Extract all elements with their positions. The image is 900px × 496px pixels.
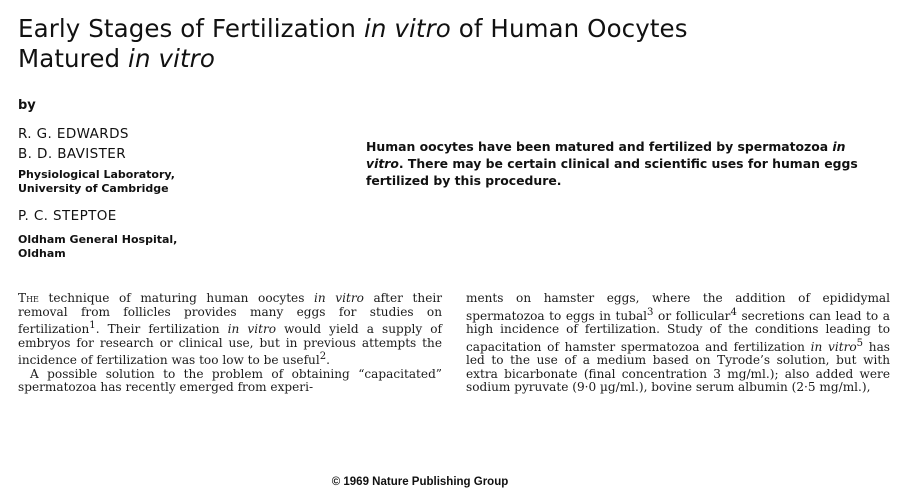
- copyright-text: © 1969 Nature Publishing Group: [331, 476, 509, 488]
- reference-mark: 4: [730, 306, 737, 318]
- body-text: has led to the use of a medium based on Tyrode’s solution, but with extra bicarbonate (final concentration 3 mg/ml.); also added were sodium pyruvate (9·0 µg/ml.), bovine serum albumin (2·5 mg/ml.),: [466, 339, 890, 395]
- paragraph-lead: The: [18, 291, 39, 305]
- body-text: . Their fertilization: [95, 322, 228, 337]
- body-text: secretions can lead to a high incidence of fertilization. Study of the conditions leading to capacitation of hamster spermatozoa and fertilization: [466, 308, 890, 354]
- body-column-left: [18, 292, 442, 395]
- affiliation-line: Oldham: [18, 247, 66, 260]
- author-affiliation: [18, 233, 177, 261]
- affiliation-line: University of Cambridge: [18, 182, 169, 195]
- title-text: of Human Oocytes: [450, 14, 688, 43]
- body-italic: in vitro: [314, 291, 364, 305]
- reference-mark: 3: [647, 306, 654, 318]
- body-paragraph: [466, 292, 890, 395]
- body-text: or follicular: [653, 308, 731, 323]
- copyright-footer: [0, 476, 900, 488]
- body-text: technique of maturing human oocytes: [38, 291, 315, 305]
- reference-mark: 5: [856, 337, 864, 349]
- title-italic: in vitro: [128, 44, 215, 73]
- abstract-text: . There may be certain clinical and scientific uses for human eggs fertilized by this procedure.: [366, 156, 858, 188]
- by-label: by: [18, 98, 36, 113]
- body-text: .: [326, 353, 330, 368]
- affiliation-line: Physiological Laboratory,: [18, 168, 175, 181]
- body-text: would yield a supply of embryos for research or clinical use, but in previous attempts the incidence of fertilization was too low to be useful: [18, 322, 443, 368]
- abstract-italic: in vitro: [366, 139, 846, 171]
- affiliation-line: Oldham General Hospital,: [18, 233, 178, 246]
- body-text: after their removal from follicles provides many eggs for studies on fertilization: [18, 291, 442, 337]
- author-affiliation: [18, 168, 175, 196]
- body-italic: in vitro: [227, 322, 277, 337]
- body-paragraph: A possible solution to the problem of obtaining “capacitated” spermatozoa has recently emerged from experi-: [18, 366, 442, 395]
- author-name: B. D. BAVISTER: [18, 146, 126, 162]
- title-text: Early Stages of Fertilization: [18, 14, 364, 43]
- author-name: P. C. STEPTOE: [18, 208, 117, 224]
- article-title: [18, 14, 878, 74]
- title-italic: in vitro: [363, 14, 451, 43]
- body-paragraph: [18, 292, 442, 368]
- title-text: Matured: [18, 44, 129, 73]
- body-text: ments on hamster eggs, where the addition of epididymal spermatozoa to eggs in tubal: [466, 291, 890, 323]
- reference-mark: 1: [89, 320, 96, 331]
- body-italic: in vitro: [810, 339, 857, 354]
- author-name: R. G. EDWARDS: [18, 126, 129, 142]
- abstract-text: Human oocytes have been matured and fertilized by spermatozoa: [366, 139, 833, 154]
- abstract: [366, 138, 886, 189]
- reference-mark: 2: [319, 351, 327, 363]
- body-column-right: [466, 292, 890, 395]
